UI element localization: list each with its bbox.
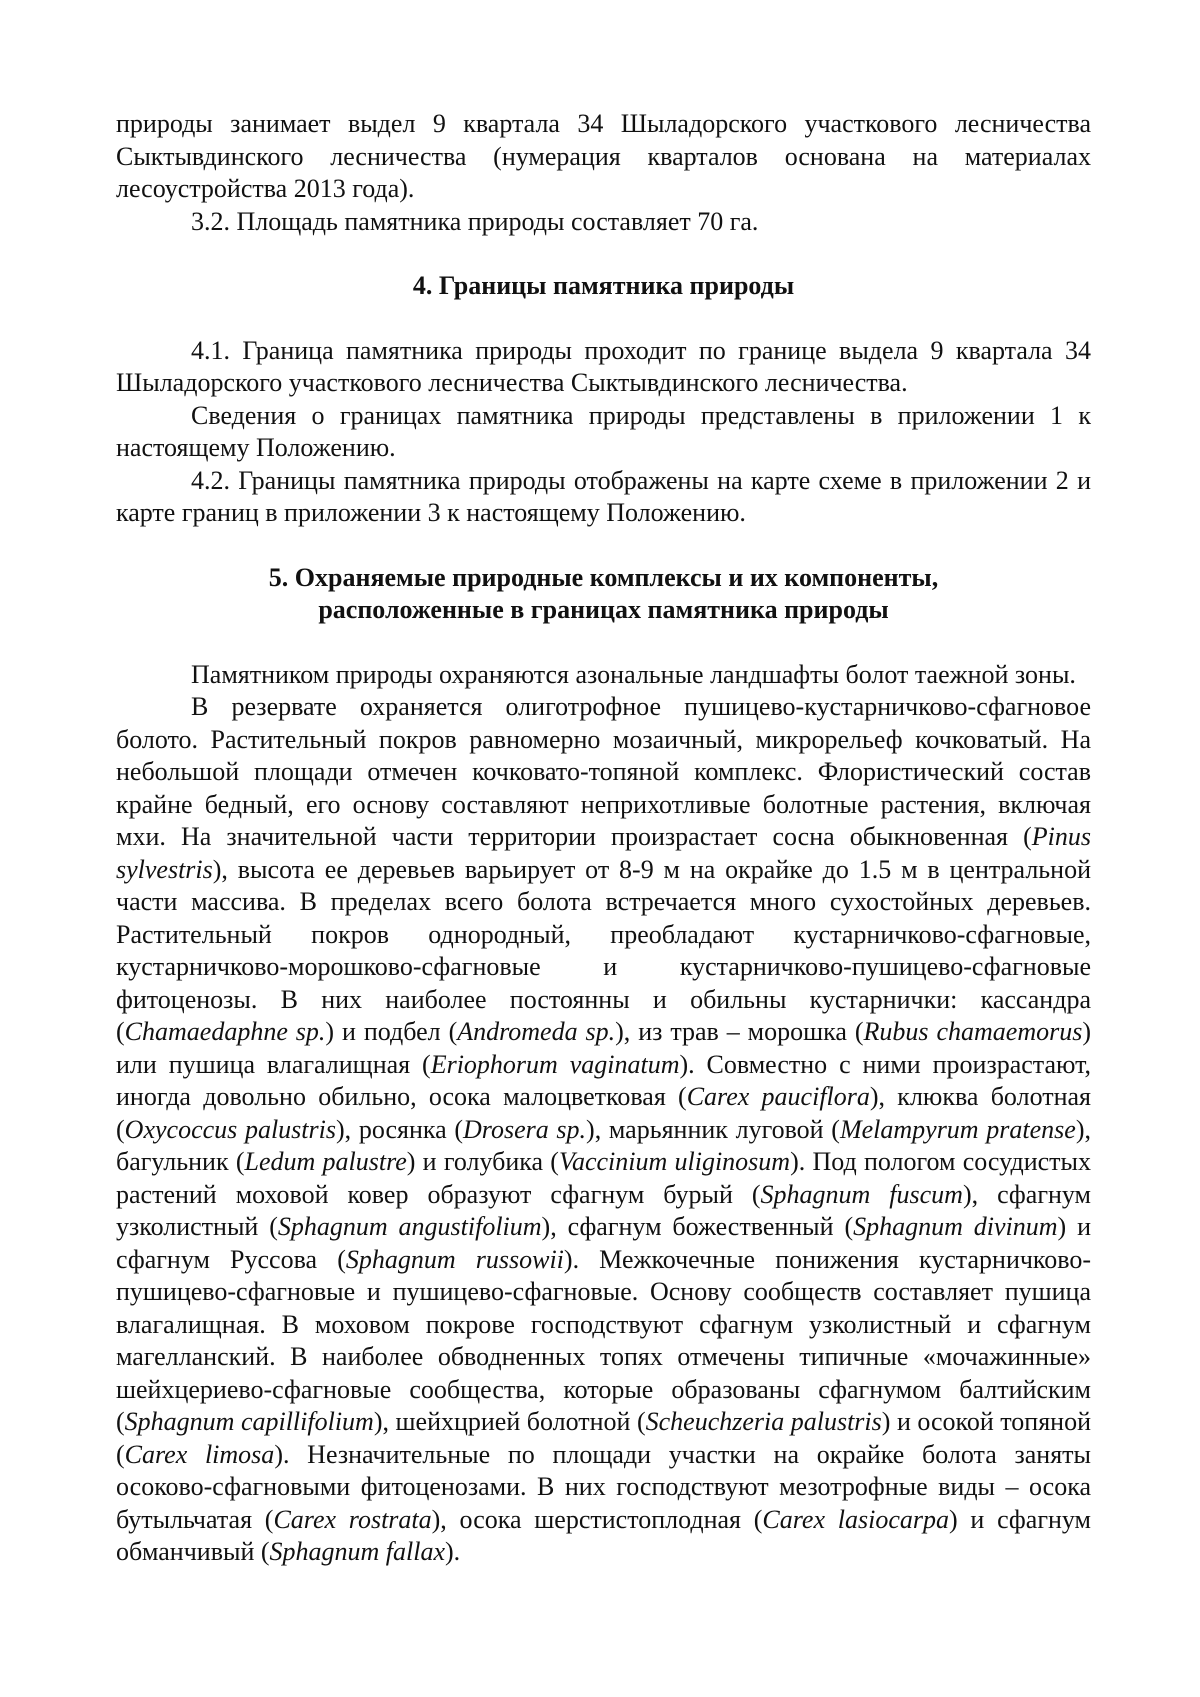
species-name: Eriophorum vaginatum xyxy=(430,1049,680,1079)
paragraph-text: ) или пушица влагалищная ( xyxy=(116,1017,1091,1079)
paragraph-boundary-maps: 4.2. Границы памятника природы отображены на карте схеме в приложении 2 и карте границ в приложении 3 к настоящему Положению. xyxy=(116,465,1091,527)
paragraph-text: ) и осокой топяной ( xyxy=(116,1407,1091,1469)
species-name: Vaccinium uliginosum xyxy=(558,1147,791,1176)
paragraph-text: ), шейхцрией болотной ( xyxy=(373,1407,646,1436)
species-name: Sphagnum divinum xyxy=(853,1212,1058,1241)
section-5-heading xyxy=(116,562,1091,627)
species-name: Melampyrum pratense xyxy=(839,1114,1076,1144)
paragraph-text: ). xyxy=(445,1537,461,1566)
paragraph-text: ), сфагнум божественный ( xyxy=(541,1212,854,1241)
species-name: Sphagnum capillifolium xyxy=(124,1407,374,1436)
species-name: Chamaedaphne sp. xyxy=(124,1017,326,1046)
paragraph-vegetation xyxy=(116,691,1091,1569)
paragraph-text: ), из трав – морошка ( xyxy=(615,1017,864,1046)
paragraph-text: ) и сфагнум Руссова ( xyxy=(116,1212,1091,1274)
paragraph-text: ). Незначительные по площади участки на окрайке болота заняты осоково-сфагновыми фитоценозами. В них господствуют мезотрофные виды – осока бутыльчатая ( xyxy=(116,1439,1092,1534)
paragraph-location: природы занимает выдел 9 квартала 34 Шыладорского участкового лесничества Сыктывдинского лесничества (нумерация кварталов основана на материалах лесоустройства 2013 года). xyxy=(116,109,1091,203)
species-name: Scheuchzeria palustris xyxy=(645,1407,882,1436)
species-name: Drosera sp. xyxy=(463,1114,587,1144)
paragraph-text: ) и сфагнум обманчивый ( xyxy=(116,1504,1092,1566)
species-name: Carex limosa xyxy=(124,1439,275,1469)
paragraph-text: ), сфагнум узколистный ( xyxy=(116,1179,1092,1241)
paragraph-text: ), росянка ( xyxy=(335,1114,464,1144)
species-name: Ledum palustre xyxy=(244,1147,407,1176)
section-5-heading-line2: расположенные в границах памятника природы xyxy=(318,595,889,624)
paragraph-text: ) и голубика ( xyxy=(406,1147,559,1176)
species-name: Rubus chamaemorus xyxy=(863,1017,1083,1046)
paragraph-boundary: 4.1. Граница памятника природы проходит по границе выдела 9 квартала 34 Шыладорского участкового лесничества Сыктывдинского лесничества. xyxy=(116,335,1091,397)
species-name: Andromeda sp. xyxy=(457,1017,616,1046)
paragraph-area: 3.2. Площадь памятника природы составляет 70 га. xyxy=(191,206,759,236)
species-name: Pinus sylvestris xyxy=(116,822,1091,884)
paragraph-text: ), осока шерстистоплодная ( xyxy=(431,1504,763,1534)
species-name: Oxycoccus palustris xyxy=(124,1114,336,1144)
paragraph-text: ), высота ее деревьев варьирует от 8-9 м на окрайке до 1.5 м в центральной части массива. В пределах всего болота встречается много сухостойных деревьев. Растительный покров однородный, преобладают кустарничково-сфагновые, кустарничково-морошково-сфагновые и кустарничково-пушицево-сфагновые фитоценозы. В них наиболее постоянны и обильны кустарнички: кассандра ( xyxy=(116,854,1091,1046)
paragraph-text: ) и подбел ( xyxy=(325,1017,458,1046)
species-name: Carex lasiocarpa xyxy=(762,1504,949,1534)
paragraph-text: ). Под пологом сосудистых растений моховой ковер образуют сфагнум бурый ( xyxy=(116,1147,1091,1209)
species-name: Carex rostrata xyxy=(273,1504,432,1534)
document-page xyxy=(116,108,1091,1569)
paragraph-text: ). Межкочечные понижения кустарничково-пушицево-сфагновые и пушицево-сфагновые. Основу сообществ составляет пушица влагалищная. В моховом покрове господствуют сфагнум узколистный и сфагнум магелланский. В наиболее обводненных топях отмечены типичные «мочажинные» шейхцериево-сфагновые сообщества, которые образованы сфагнумом балтийским ( xyxy=(116,1244,1092,1436)
paragraph-text: ). Совместно с ними произрастают, иногда довольно обильно, осока малоцветковая ( xyxy=(116,1049,1092,1111)
species-name: Sphagnum fuscum xyxy=(760,1179,963,1209)
paragraph-landscapes: Памятником природы охраняются азональные ландшафты болот таежной зоны. xyxy=(191,659,1076,689)
paragraph-text: ), багульник ( xyxy=(116,1114,1091,1176)
paragraph-text: ), клюква болотная ( xyxy=(116,1082,1091,1144)
paragraph-text: В резервате охраняется олиготрофное пушицево-кустарничково-сфагновое болото. Растительный покров равномерно мозаичный, микрорельеф кочковатый. На небольшой площади отмечен кочковато-топяной комплекс. Флористический состав крайне бедный, его основу составляют неприхотливые болотные растения, включая мхи. На значительной части территории произрастает сосна обыкновенная ( xyxy=(116,692,1091,851)
section-5-heading-line1: 5. Охраняемые природные комплексы и их компоненты, xyxy=(268,562,939,592)
paragraph-boundary-info: Сведения о границах памятника природы представлены в приложении 1 к настоящему Положению. xyxy=(116,400,1091,462)
species-name: Sphagnum angustifolium xyxy=(277,1212,542,1241)
section-4-heading: 4. Границы памятника природы xyxy=(412,271,795,300)
species-name: Sphagnum russowii xyxy=(345,1244,564,1274)
species-name: Carex pauciflora xyxy=(686,1082,870,1111)
paragraph-text: ), марьянник луговой ( xyxy=(586,1114,840,1144)
species-name: Sphagnum fallax xyxy=(269,1537,446,1566)
